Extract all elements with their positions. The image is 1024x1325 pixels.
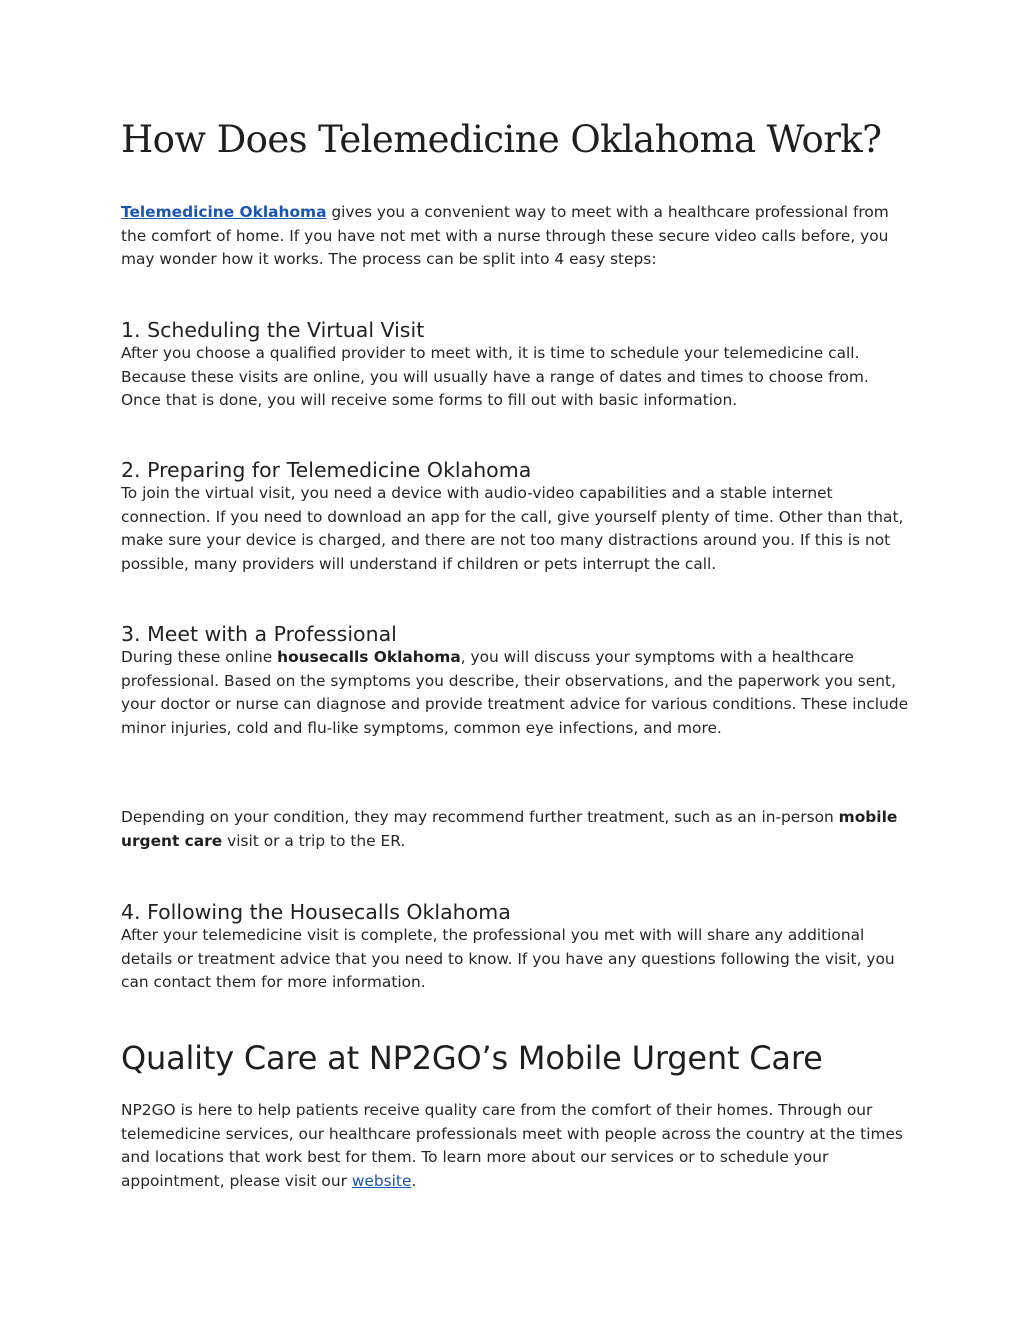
section-3-extra-pre: Depending on your condition, they may recommend further treatment, such as an in-person	[121, 808, 839, 826]
intro-text: gives you a convenient way to meet with a healthcare professional from the comfort of home. If you have not met with a nurse through these secure video calls before, you may wonder how it works. The process can be split into 4 easy steps:	[121, 203, 889, 268]
section-1-body: After you choose a qualified provider to meet with, it is time to schedule your telemedicine call. Because these visits are online, you will usually have a range of dates and times to choose from. Once that is done, you will receive some forms to fill out with basic information.	[121, 344, 869, 409]
section-3-title: 3. Meet with a Professional	[121, 622, 397, 646]
section-4-body: After your telemedicine visit is complete, the professional you met with will share any additional details or treatment advice that you need to know. If you have any questions following the visit, you can contact them for more information.	[121, 926, 895, 991]
section-4-title: 4. Following the Housecalls Oklahoma	[121, 900, 511, 924]
closing-heading: Quality Care at NP2GO’s Mobile Urgent Care	[121, 1039, 823, 1077]
intro-paragraph	[121, 201, 911, 272]
housecalls-oklahoma-keyword: housecalls Oklahoma	[277, 648, 461, 666]
page-title: How Does Telemedicine Oklahoma Work?	[121, 118, 882, 161]
section-2-body: To join the virtual visit, you need a device with audio-video capabilities and a stable internet connection. If you need to download an app for the call, give yourself plenty of time. Other than that, make sure your device is charged, and there are not too many distractions around you. If this is not possible, many providers will understand if children or pets interrupt the call.	[121, 484, 904, 573]
section-3-extra-paragraph	[121, 806, 911, 853]
closing-end: .	[411, 1171, 417, 1190]
closing-text: NP2GO is here to help patients receive quality care from the comfort of their homes. Through our telemedicine services, our healthcare professionals meet with people across the country at the times and locations that work best for them. To learn more about our services or to schedule your appointment, please visit our	[121, 1101, 903, 1190]
section-2-title: 2. Preparing for Telemedicine Oklahoma	[121, 458, 532, 482]
mobile-urgent-care-keyword: mobile urgent care	[121, 808, 898, 850]
telemedicine-oklahoma-link[interactable]: Telemedicine Oklahoma	[121, 203, 327, 221]
section-3-body	[121, 646, 911, 740]
website-link[interactable]: website	[351, 1171, 412, 1190]
section-3-body-post: , you will discuss your symptoms with a healthcare professional. Based on the symptoms you describe, their observations, and the paperwork you sent, your doctor or nurse can diagnose and provide treatment advice for various conditions. These include minor injuries, cold and flu-like symptoms, common eye infections, and more.	[121, 648, 909, 737]
closing-paragraph	[121, 1099, 911, 1193]
section-3-body-pre: During these online	[121, 648, 278, 666]
section-3-extra-post: visit or a trip to the ER.	[222, 831, 406, 850]
section-1-title: 1. Scheduling the Virtual Visit	[121, 318, 425, 342]
